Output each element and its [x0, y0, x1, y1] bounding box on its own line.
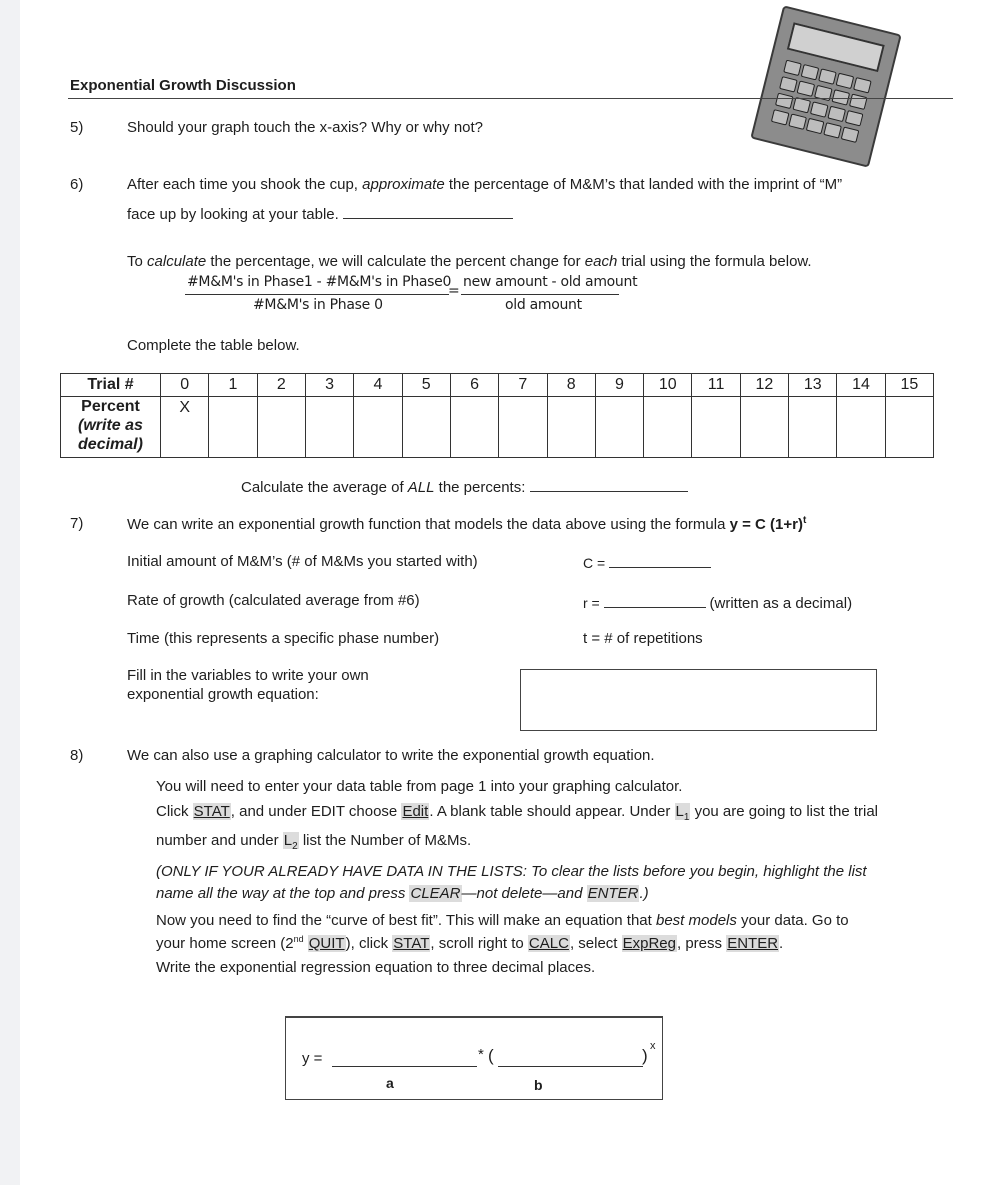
q6-line2: face up by looking at your table. [127, 204, 513, 223]
percent-cell[interactable] [305, 397, 353, 458]
page-title: Exponential Growth Discussion [70, 77, 296, 94]
trial-number-row [61, 374, 934, 397]
calculator-icon [750, 5, 902, 167]
trial-cell: 14 [837, 374, 885, 397]
q8-para-2: Click STAT, and under EDIT choose Edit. A blank table should appear. Under $L_1$ you are going to list the trial [156, 803, 879, 823]
percent-cell[interactable] [692, 397, 740, 458]
trial-cell: 7 [499, 374, 547, 397]
q8-para-5: name all the way at the top and press CLEAR—not delete—and ENTER.) [156, 885, 649, 902]
b-blank[interactable] [498, 1066, 643, 1067]
exponent-x: x [650, 1040, 656, 1052]
trial-cell: 10 [644, 374, 692, 397]
q6-answer-blank[interactable] [343, 204, 513, 219]
trial-header: Trial # [61, 374, 161, 397]
time-label: Time (this represents a specific phase number) [127, 630, 440, 647]
trial-cell: 13 [789, 374, 837, 397]
t-variable: t = # of repetitions [583, 630, 703, 647]
l2-key: $L_2$ [283, 832, 298, 852]
q7-intro: We can write an exponential growth function that models the data above using the formula y = C $(1+r)^t$ [127, 515, 807, 533]
trial-cell: 0 [161, 374, 209, 397]
formula-fraction-bar [185, 294, 449, 295]
percent-cell[interactable] [547, 397, 595, 458]
formula2-denominator: old amount [505, 297, 582, 313]
q5-number: 5) [70, 119, 84, 136]
percent-cell[interactable] [499, 397, 547, 458]
formula-denominator: #M&M's in Phase 0 [253, 297, 383, 313]
q8-para-6: Now you need to find the “curve of best fit”. This will make an equation that best models your data. Go to [156, 912, 849, 929]
q8-para-7: your home screen (2nd QUIT), click STAT, scroll right to CALC, select ExpReg, press ENTER. [156, 934, 784, 952]
stat-key-2: STAT [393, 935, 430, 952]
initial-amount-label: Initial amount of M&M’s (# of M&Ms you started with) [127, 553, 478, 570]
q8-para-3: number and under $L_2$ list the Number of M&Ms. [156, 832, 472, 852]
calc-key: CALC [528, 935, 569, 952]
q8-para-1: You will need to enter your data table from page 1 into your graphing calculator. [156, 778, 683, 795]
percent-cell[interactable] [740, 397, 788, 458]
r-variable: r = (written as a decimal) [583, 595, 853, 612]
percent-cell[interactable] [837, 397, 885, 458]
percent-cell: X [161, 397, 209, 458]
percent-cell[interactable] [257, 397, 305, 458]
percent-cell[interactable] [450, 397, 498, 458]
trial-cell: 15 [885, 374, 933, 397]
percent-cell[interactable] [595, 397, 643, 458]
q8-para-4: (ONLY IF YOUR ALREADY HAVE DATA IN THE LISTS: To clear the lists before you begin, highlight the list [156, 863, 867, 880]
percent-cell[interactable] [354, 397, 402, 458]
worksheet-page [20, 0, 1001, 1185]
percent-header: Percent (write as decimal) [61, 397, 161, 458]
average-prompt: Calculate the average of ALL the percents: [241, 477, 688, 496]
close-paren: ) [642, 1046, 648, 1065]
complete-table-instruction: Complete the table below. [127, 337, 300, 354]
y-equals: y = [302, 1050, 323, 1067]
header-rule [68, 98, 953, 99]
percent-row [61, 397, 934, 458]
trial-cell: 5 [402, 374, 450, 397]
trial-cell: 11 [692, 374, 740, 397]
rate-label: Rate of growth (calculated average from #6) [127, 592, 420, 609]
percent-cell[interactable] [644, 397, 692, 458]
formula-equals: = [448, 283, 460, 299]
clear-key: CLEAR [410, 885, 461, 902]
quit-key: QUIT [308, 935, 345, 952]
b-label: b [534, 1077, 543, 1093]
q8-para-8: Write the exponential regression equation to three decimal places. [156, 959, 596, 976]
q6-number: 6) [70, 176, 84, 193]
q8-intro: We can also use a graphing calculator to write the exponential growth equation. [127, 747, 655, 764]
equation-answer-box[interactable] [520, 669, 877, 731]
enter-key: ENTER [587, 885, 639, 902]
r-answer-blank[interactable] [604, 593, 706, 608]
trial-cell: 1 [209, 374, 257, 397]
edit-key: Edit [402, 803, 429, 820]
fill-in-label-1: Fill in the variables to write your own [127, 667, 369, 684]
q8-number: 8) [70, 747, 84, 764]
expreg-key: ExpReg [622, 935, 676, 952]
q7-number: 7) [70, 515, 84, 532]
c-answer-blank[interactable] [609, 553, 711, 568]
fill-in-label-2: exponential growth equation: [127, 686, 319, 703]
trial-cell: 3 [305, 374, 353, 397]
stat-key: STAT [193, 803, 230, 820]
average-answer-blank[interactable] [530, 477, 688, 492]
percent-cell[interactable] [402, 397, 450, 458]
percent-cell[interactable] [885, 397, 933, 458]
q5-text: Should your graph touch the x-axis? Why or why not? [127, 119, 484, 136]
percent-cell[interactable] [209, 397, 257, 458]
trial-cell: 12 [740, 374, 788, 397]
a-label: a [386, 1075, 394, 1091]
trial-cell: 6 [450, 374, 498, 397]
formula-numerator: #M&M's in Phase1 - #M&M's in Phase0 [187, 274, 452, 290]
l1-key: $L_1$ [675, 803, 690, 823]
q6-calc-instructions: To calculate the percentage, we will calculate the percent change for each trial using the formula below. [127, 253, 812, 270]
percent-cell[interactable] [789, 397, 837, 458]
trial-cell: 8 [547, 374, 595, 397]
formula2-fraction-bar [461, 294, 619, 295]
c-variable: C = [583, 553, 711, 571]
formula2-numerator: new amount - old amount [463, 274, 638, 290]
a-blank[interactable] [332, 1066, 477, 1067]
q6-line1: After each time you shook the cup, approximate the percentage of M&M’s that landed with the imprint of “M” [127, 176, 843, 193]
regression-answer-box[interactable] [285, 1016, 663, 1100]
trial-cell: 2 [257, 374, 305, 397]
enter-key-2: ENTER [727, 935, 779, 952]
open-paren: ( [488, 1046, 494, 1065]
multiply-sign: * [478, 1046, 484, 1063]
trials-table [60, 373, 934, 458]
trial-cell: 9 [595, 374, 643, 397]
trial-cell: 4 [354, 374, 402, 397]
